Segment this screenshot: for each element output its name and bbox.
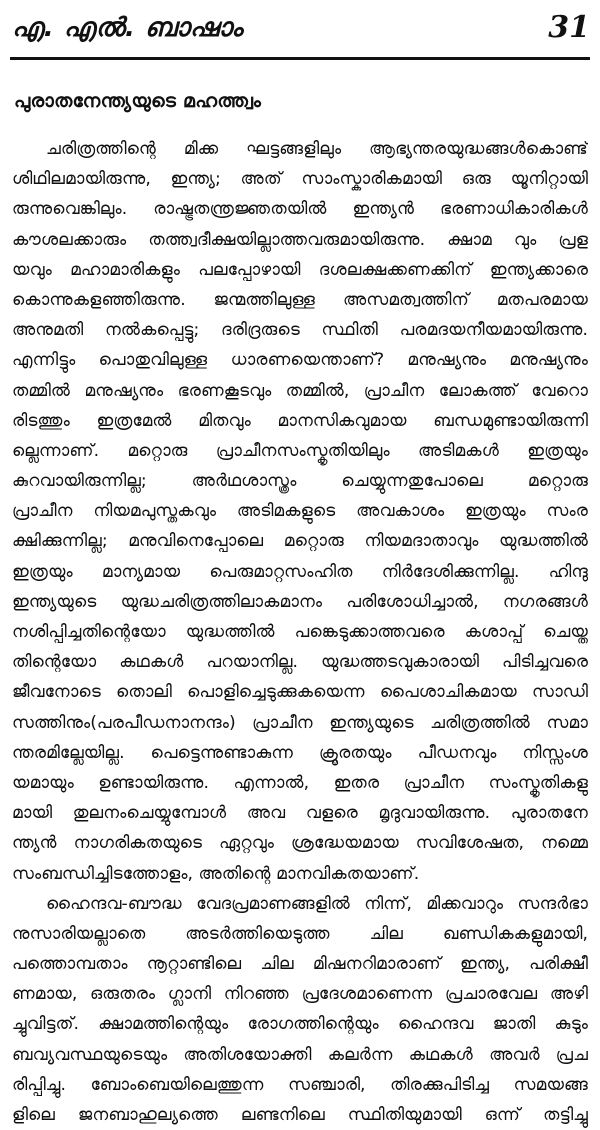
text-line: ണമായ, ഒരുതരം ഗ്ലാനി നിറഞ്ഞ പ്രദേശമാണെന്ന പ്രചാരവേല അഴി: [12, 984, 588, 1005]
text-line: ക്ഷിക്കുന്നില്ല; മനുവിനെപ്പോലെ മറ്റൊരു നിയമദാതാവും യുദ്ധത്തിൽ: [12, 531, 588, 552]
text-line: കൊന്നുകളഞ്ഞിരുന്നു. ജന്മത്തിലുള്ള അസമത്വത്തിന് മതപരമായ: [12, 289, 588, 310]
text-line: യവും മഹാമാരികളും പലപ്പോഴായി ദശലക്ഷക്കണക്കിന് ഇന്ത്യക്കാരെ: [12, 259, 588, 280]
text-line: ബവ്യവസ്ഥയുടെയും അതിശയോക്തി കലർന്ന കഥകൾ അവർ പ്രച: [12, 1044, 588, 1065]
text-line: തിന്റെയോ കഥകൾ പറയാനില്ല. യുദ്ധത്തടവുകാരായി പിടിച്ചവരെ: [12, 652, 588, 673]
text-line: ജീവനോടെ തൊലി പൊളിച്ചെടുക്കുകയെന്ന പൈശാചികമായ സാഡി: [12, 682, 588, 703]
text-line: ന്തരമില്ലേയില്ല. പെട്ടെന്നുണ്ടാകുന്ന ക്രൂരതയും പീഡനവും നിസ്സംശ: [12, 742, 588, 763]
body-text: [12, 134, 588, 1130]
text-line: ളിലെ ജനബാഹുല്യത്തെ ലണ്ടനിലെ സ്ഥിതിയുമായി ഒന്ന് തട്ടിച്ചു: [12, 1105, 588, 1125]
text-line: ച്ചുവിട്ടത്. ക്ഷാമത്തിന്റെയും രോഗത്തിന്റെയും ഹൈന്ദവ ജാതി കുടും: [12, 1014, 588, 1035]
text-line: യമായും ഉണ്ടായിരുന്നു. എന്നാൽ, ഇതര പ്രാചീന സംസ്കൃതികളു: [12, 772, 588, 793]
text-line: പത്തൊമ്പതാം നൂറ്റാണ്ടിലെ ചില മിഷനറിമാരാണ് ഇന്ത്യ, പരിക്ഷീ: [12, 954, 588, 975]
text-line: ഇന്ത്യയുടെ യുദ്ധചരിത്രത്തിലാകമാനം പരിശോധിച്ചാൽ, നഗരങ്ങൾ: [12, 591, 588, 612]
running-head-author: എ. എൽ. ബാഷാം: [12, 12, 243, 43]
text-line: ഇത്രയും മാന്യമായ പെരുമാറ്റസംഹിത നിർദേശിക്കുന്നില്ല. ഹിന്ദു: [12, 561, 588, 582]
text-line: കൗശലക്കാരും തത്ത്വദീക്ഷയില്ലാത്തവരുമായിരുന്നു. ക്ഷാമ വും പ്രള: [12, 229, 588, 250]
paragraph-1: [12, 134, 588, 889]
text-line: ന്ത്യൻ നാഗരികതയുടെ ഏറ്റവും ശ്രദ്ധേയമായ സവിശേഷത, നമ്മെ: [12, 833, 588, 854]
text-line: ല്ലെന്നാണ്. മറ്റൊരു പ്രാചീനസംസ്കൃതിയിലും അടിമകൾ ഇത്രയും: [12, 440, 588, 461]
text-line: രിപ്പിച്ചു. ബോംബെയിലെത്തുന്ന സഞ്ചാരി, തിരക്കുപിടിച്ച സമയങ്ങ: [12, 1074, 588, 1095]
text-line: രുന്നുവെങ്കിലും. രാഷ്ട്രതന്ത്രജ്ഞതയിൽ ഇന്ത്യൻ ഭരണാധികാരികൾ: [12, 199, 588, 220]
text-line: സത്തിനും(പരപീഡനാനന്ദം) പ്രാചീന ഇന്ത്യയുടെ ചരിത്രത്തിൽ സമാ: [12, 712, 588, 733]
text-line: നശിപ്പിച്ചതിന്റെയോ യുദ്ധത്തിൽ പങ്കെടുക്കാത്തവരെ കശാപ്പ് ചെയ്ത: [12, 622, 588, 642]
text-line: കുറവായിരുന്നില്ല; അർഥശാസ്ത്രം ചെയ്യുന്നതുപോലെ മറ്റൊരു: [12, 471, 588, 492]
text-line: പ്രാചീന നിയമപുസ്തകവും അടിമകളുടെ അവകാശം ഇത്രയും സംര: [12, 501, 588, 522]
text-line: മായി തുലനംചെയ്യുമ്പോൾ അവ വളരെ മൃദുവായിരുന്നു. പുരാതനേ: [12, 803, 588, 824]
header-rule: [10, 57, 590, 60]
text-line: അനുമതി നൽകപ്പെട്ടു; ദരിദ്രരുടെ സ്ഥിതി പരമദയനീയമായിരുന്നു.: [12, 320, 588, 341]
text-line: ചരിത്രത്തിന്റെ മിക്ക ഘട്ടങ്ങളിലും ആഭ്യന്തരയുദ്ധങ്ങൾകൊണ്ട്: [46, 139, 588, 159]
text-line: തമ്മിൽ മനുഷ്യനും ഭരണകൂടവും തമ്മിൽ, പ്രാചീന ലോകത്ത് വേറൊ: [12, 380, 588, 401]
page-number: 31: [548, 10, 590, 45]
text-line: ശിഥിലമായിരുന്നു, ഇന്ത്യ; അത് സാംസ്കാരികമായി ഒരു യൂനിറ്റായി: [12, 169, 588, 190]
page-header: [12, 0, 590, 56]
section-title: പുരാതനേന്ത്യയുടെ മഹത്ത്വം: [14, 90, 262, 112]
text-line: രിടത്തും ഇത്രമേൽ മിതവും മാനസികവുമായ ബന്ധമുണ്ടായിരുന്നി: [12, 410, 588, 431]
text-line: നുസാരിയല്ലാതെ അടർത്തിയെടുത്ത ചില ഖണ്ഡികകളുമായി,: [12, 923, 588, 944]
text-line: സംബന്ധിച്ചിടത്തോളം, അതിന്റെ മാനവികതയാണ്.: [12, 863, 420, 884]
text-line: ഹൈന്ദവ-ബൗദ്ധ വേദപ്രമാണങ്ങളിൽ നിന്ന്, മിക്കവാറും സന്ദർഭാ: [46, 893, 588, 914]
paragraph-2: [12, 889, 588, 1130]
text-line: എന്നിട്ടും പൊതുവിലുള്ള ധാരണയെന്താണ്? മനുഷ്യനും മനുഷ്യനും: [12, 350, 588, 371]
